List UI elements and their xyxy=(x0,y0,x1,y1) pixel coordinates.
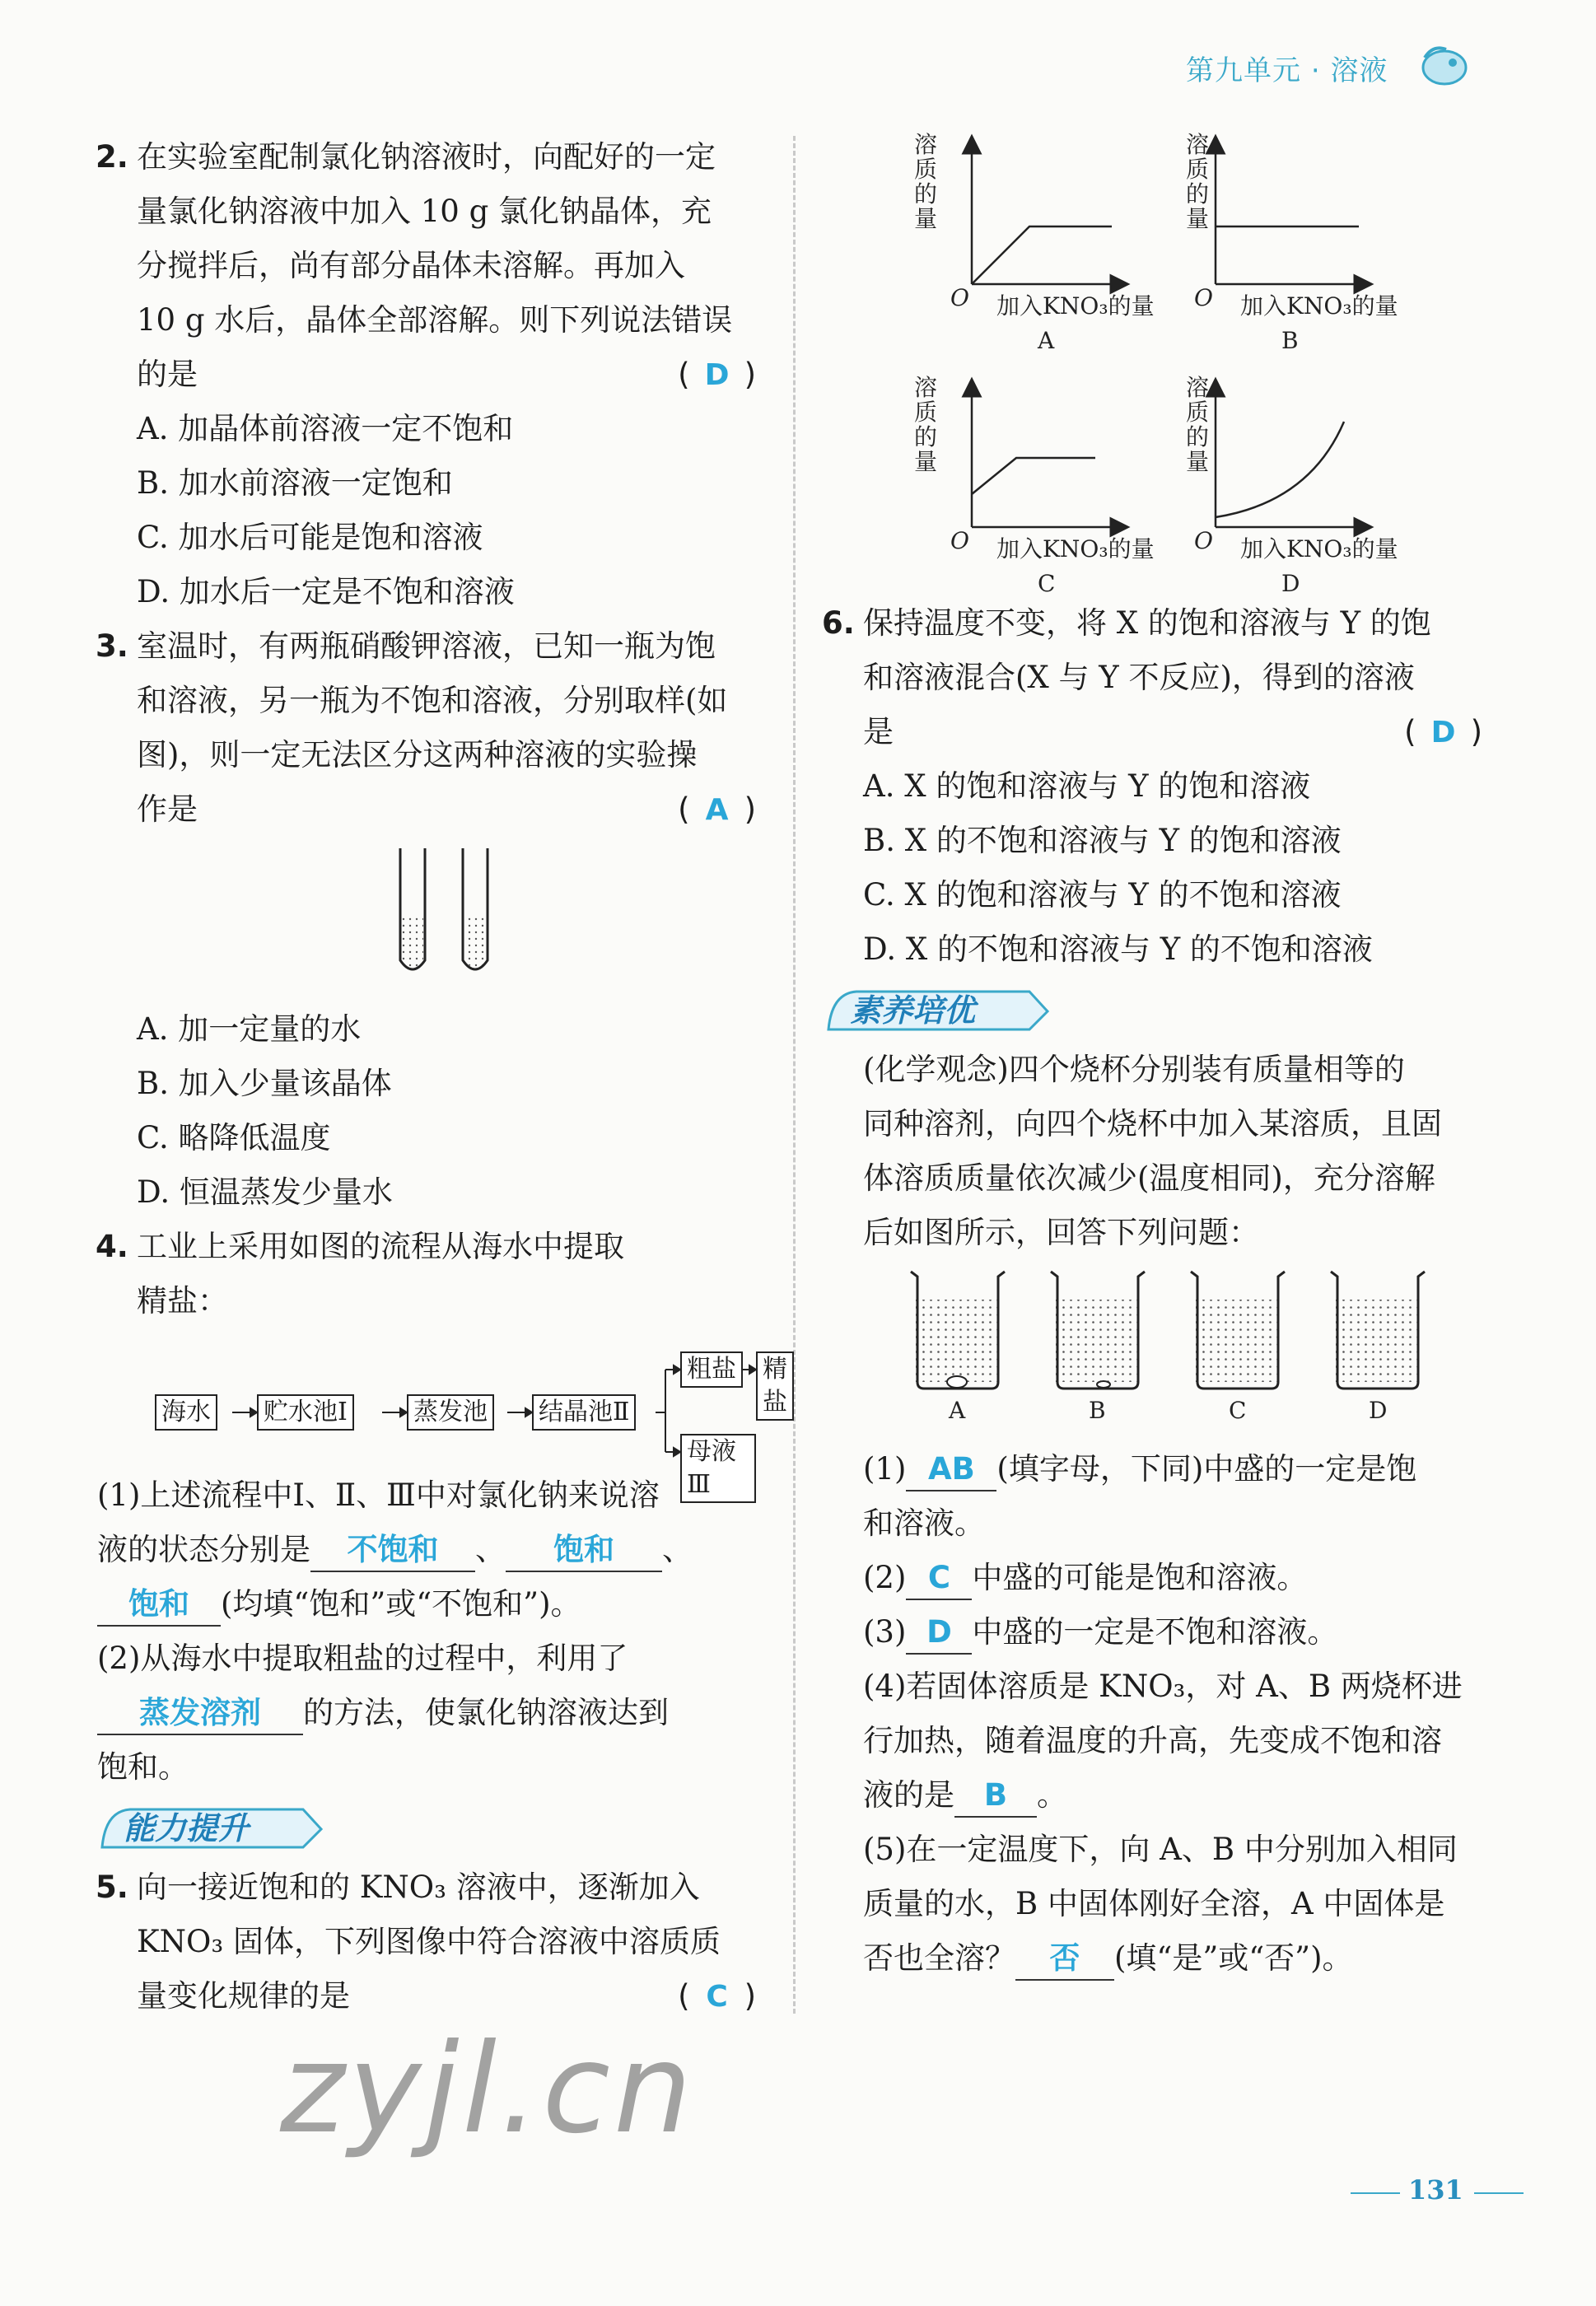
beaker-label: C xyxy=(1229,1397,1247,1424)
question-6 xyxy=(824,596,1482,977)
option: B. 加入少量该晶体 xyxy=(137,1066,392,1101)
text-line: 饱和。 xyxy=(97,1749,189,1785)
flow-box-crude-salt: 粗盐 xyxy=(680,1351,743,1388)
option: B. X 的不饱和溶液与 Y 的饱和溶液 xyxy=(863,823,1342,858)
graph-label: A xyxy=(1038,327,1055,354)
y-axis-label: 质 xyxy=(914,399,938,426)
left-column xyxy=(96,130,787,2024)
answer-blank: 饱和 xyxy=(506,1529,662,1572)
subquestion-2 xyxy=(97,1631,756,1795)
y-axis-label: 溶 xyxy=(1186,131,1210,158)
text-line: 。 xyxy=(1037,1777,1067,1813)
question-line: 是 xyxy=(863,714,894,749)
running-header xyxy=(1186,48,1388,88)
y-axis-label: 的 xyxy=(1186,423,1210,450)
answer-bracket: ( D ) xyxy=(1404,705,1482,760)
question-number: 3. xyxy=(96,628,128,664)
question-line: 分搅拌后，尚有部分晶体未溶解。再加入 xyxy=(137,248,685,283)
subquestion-5 xyxy=(863,1823,1482,1986)
y-axis-label: 质 xyxy=(914,156,938,183)
option: A. 加晶体前溶液一定不饱和 xyxy=(137,411,514,446)
subquestion-2 xyxy=(863,1551,1482,1605)
question-line: 作是 xyxy=(137,791,198,827)
test-tubes-figure xyxy=(97,837,756,985)
y-axis-label: 的 xyxy=(1186,180,1210,208)
text-line: 质量的水，B 中固体刚好全溶，A 中固体是 xyxy=(863,1886,1445,1921)
y-axis-label: 量 xyxy=(914,205,938,232)
text-line: 中盛的可能是饱和溶液。 xyxy=(972,1560,1308,1595)
section-title: 素养培优 xyxy=(850,992,976,1029)
page-number-rule-left xyxy=(1351,2192,1400,2194)
question-line: 在实验室配制氯化钠溶液时，向配好的一定 xyxy=(137,139,716,175)
text-line: (填字母，下同)中盛的一定是饱 xyxy=(996,1451,1417,1487)
mascot-icon xyxy=(1416,41,1474,91)
header-topic: 溶液 xyxy=(1330,54,1388,87)
y-axis-label: 量 xyxy=(1186,205,1210,232)
x-axis-label: 加入KNO₃的量 xyxy=(1240,535,1398,562)
answer-bracket: ( A ) xyxy=(678,782,756,838)
graph-label: B xyxy=(1281,327,1299,354)
y-axis-label: 的 xyxy=(914,423,938,450)
option: C. 加水后可能是饱和溶液 xyxy=(137,520,483,555)
question-number: 2. xyxy=(96,139,128,175)
answer-blank: 不饱和 xyxy=(310,1529,475,1572)
answer-blank: B xyxy=(954,1775,1037,1818)
curve-A xyxy=(972,226,1112,284)
answer-value: A xyxy=(705,793,729,827)
text-line: (1)上述流程中Ⅰ、Ⅱ、Ⅲ中对氯化钠来说溶 xyxy=(97,1477,660,1513)
section-title: 能力提升 xyxy=(124,1810,250,1846)
flow-box-crystallization-pool: 结晶池Ⅱ xyxy=(532,1394,636,1431)
subquestion-1 xyxy=(97,1468,756,1631)
header-sep: · xyxy=(1310,54,1321,87)
beakers-figure xyxy=(863,1260,1456,1425)
question-line: 量变化规律的是 xyxy=(137,1978,350,2014)
text-line: 和溶液。 xyxy=(863,1505,985,1541)
option: C. 略降低温度 xyxy=(137,1120,331,1155)
subquestion-4 xyxy=(863,1659,1482,1823)
question-line: 后如图所示，回答下列问题： xyxy=(863,1215,1259,1250)
question-line: (化学观念)四个烧杯分别装有质量相等的 xyxy=(863,1052,1405,1087)
beaker-A xyxy=(911,1272,1005,1424)
text-line: 否也全溶？ xyxy=(863,1940,1015,1976)
answer-blank: AB xyxy=(906,1449,996,1491)
answer-value: D xyxy=(1430,716,1456,749)
question-7 xyxy=(824,1043,1482,1986)
text-line: (3) xyxy=(863,1614,907,1650)
question-4 xyxy=(96,1220,787,1795)
option: A. 加一定量的水 xyxy=(137,1011,362,1047)
graph-D xyxy=(1186,374,1398,597)
answer-blank: C xyxy=(906,1557,972,1600)
option: C. X 的饱和溶液与 Y 的不饱和溶液 xyxy=(863,877,1342,913)
page-number-rule-right xyxy=(1474,2192,1524,2194)
y-axis-label: 溶 xyxy=(914,131,938,158)
y-axis-label: 质 xyxy=(1186,156,1210,183)
y-axis-label: 溶 xyxy=(914,374,938,401)
question-2 xyxy=(97,130,756,619)
answer-bracket: ( C ) xyxy=(678,1969,756,2024)
subquestion-3 xyxy=(863,1605,1482,1659)
watermark: zyjl.cn xyxy=(280,2018,696,2161)
section-banner-cultivation xyxy=(824,977,1482,1043)
option: A. X 的饱和溶液与 Y 的饱和溶液 xyxy=(863,768,1311,804)
question-line: 室温时，有两瓶硝酸钾溶液，已知一瓶为饱 xyxy=(137,628,716,664)
text-line: (填“是”或“否”)。 xyxy=(1114,1940,1353,1976)
flow-box-mother-liquor: 母液Ⅲ xyxy=(680,1434,756,1503)
text-line: 行加热，随着温度的升高，先变成不饱和溶 xyxy=(863,1723,1442,1758)
question-line: 和溶液，另一瓶为不饱和溶液，分别取样(如 xyxy=(137,683,728,718)
text-line: (2) xyxy=(863,1560,907,1595)
origin-label: O xyxy=(950,527,969,554)
graph-A xyxy=(914,131,1155,354)
graph-C xyxy=(914,374,1155,597)
beaker-label: D xyxy=(1369,1397,1388,1424)
subquestion-1 xyxy=(863,1442,1482,1496)
question-5 xyxy=(97,1860,756,2024)
y-axis-label: 的 xyxy=(914,180,938,208)
right-column xyxy=(824,596,1482,1986)
text-line: 的方法，使氯化钠溶液达到 xyxy=(303,1695,669,1730)
flow-box-seawater: 海水 xyxy=(155,1394,217,1431)
answer-blank: 否 xyxy=(1015,1938,1114,1981)
test-tube-right xyxy=(463,848,488,969)
question-number: 6. xyxy=(822,605,855,641)
x-axis-label: 加入KNO₃的量 xyxy=(996,292,1155,320)
x-axis-label: 加入KNO₃的量 xyxy=(1240,292,1398,320)
text-line: 、 xyxy=(662,1532,693,1567)
test-tube-left xyxy=(400,848,425,969)
beaker-label: B xyxy=(1089,1397,1106,1424)
question-number: 4. xyxy=(96,1229,128,1264)
text-line: 液的状态分别是 xyxy=(97,1532,310,1567)
answer-value: D xyxy=(704,358,730,392)
text-line: 中盛的一定是不饱和溶液。 xyxy=(972,1614,1338,1650)
y-axis-label: 质 xyxy=(1186,399,1210,426)
y-axis-label: 溶 xyxy=(1186,374,1210,401)
option: D. 恒温蒸发少量水 xyxy=(137,1174,393,1210)
option: D. X 的不饱和溶液与 Y 的不饱和溶液 xyxy=(863,931,1373,967)
flow-box-evaporation-pool: 蒸发池 xyxy=(407,1394,494,1431)
question-line: 精盐： xyxy=(137,1283,228,1319)
option: D. 加水后一定是不饱和溶液 xyxy=(137,574,515,609)
question-line: 体溶质质量依次减少(温度相同)，充分溶解 xyxy=(863,1160,1435,1196)
column-divider xyxy=(793,136,796,2014)
text-line: (2)从海水中提取粗盐的过程中，利用了 xyxy=(97,1641,628,1676)
question-line: 图)，则一定无法区分这两种溶液的实验操 xyxy=(137,737,698,773)
flow-box-refined-salt: 精盐 xyxy=(756,1351,794,1421)
beaker-D xyxy=(1331,1272,1425,1424)
question-line: 保持温度不变，将 X 的饱和溶液与 Y 的饱 xyxy=(863,605,1431,641)
origin-label: O xyxy=(1194,284,1213,311)
solute-graphs-figure xyxy=(914,128,1449,605)
question-line: 和溶液混合(X 与 Y 不反应)，得到的溶液 xyxy=(863,660,1415,695)
graph-label: C xyxy=(1038,570,1056,597)
y-axis-label: 量 xyxy=(1186,448,1210,475)
answer-blank: 蒸发溶剂 xyxy=(97,1692,303,1735)
origin-label: O xyxy=(950,284,969,311)
answer-value: C xyxy=(706,1980,728,2014)
question-3 xyxy=(97,619,756,1220)
curve-D xyxy=(1216,422,1344,517)
question-number: 5. xyxy=(96,1870,128,1905)
question-line: KNO₃ 固体，下列图像中符合溶液中溶质质 xyxy=(137,1924,721,1959)
answer-blank: 饱和 xyxy=(97,1584,221,1627)
flow-box-storage-pool: 贮水池Ⅰ xyxy=(257,1394,354,1431)
section-banner-ability xyxy=(97,1795,756,1860)
option: B. 加水前溶液一定饱和 xyxy=(137,465,453,501)
answer-bracket: ( D ) xyxy=(678,348,756,403)
text-line: (均填“饱和”或“不饱和”)。 xyxy=(221,1586,581,1622)
page-number: 131 xyxy=(1408,2174,1463,2206)
text-line: (4)若固体溶质是 KNO₃，对 A、B 两烧杯进 xyxy=(863,1669,1463,1704)
header-unit: 第九单元 xyxy=(1186,54,1301,87)
origin-label: O xyxy=(1194,527,1213,554)
text-line: 、 xyxy=(475,1532,506,1567)
text-line: (1) xyxy=(863,1451,907,1487)
question-line: 10 g 水后，晶体全部溶解。则下列说法错误 xyxy=(137,302,733,338)
y-axis-label: 量 xyxy=(914,448,938,475)
question-line: 的是 xyxy=(137,357,198,392)
question-line: 同种溶剂，向四个烧杯中加入某溶质，且固 xyxy=(863,1106,1442,1141)
question-line: 向一接近饱和的 KNO₃ 溶液中，逐渐加入 xyxy=(137,1870,700,1905)
curve-C xyxy=(972,458,1095,494)
beaker-C xyxy=(1191,1272,1285,1424)
question-line: 工业上采用如图的流程从海水中提取 xyxy=(137,1229,624,1264)
question-line: 量氯化钠溶液中加入 10 g 氯化钠晶体，充 xyxy=(137,194,712,229)
text-line: (5)在一定温度下，向 A、B 中分别加入相同 xyxy=(863,1832,1458,1867)
graph-label: D xyxy=(1281,570,1300,597)
graph-B xyxy=(1186,131,1398,354)
answer-blank: D xyxy=(906,1612,972,1655)
beaker-label: A xyxy=(949,1397,966,1424)
beaker-B xyxy=(1051,1272,1145,1424)
x-axis-label: 加入KNO₃的量 xyxy=(996,535,1155,562)
text-line: 液的是 xyxy=(863,1777,954,1813)
